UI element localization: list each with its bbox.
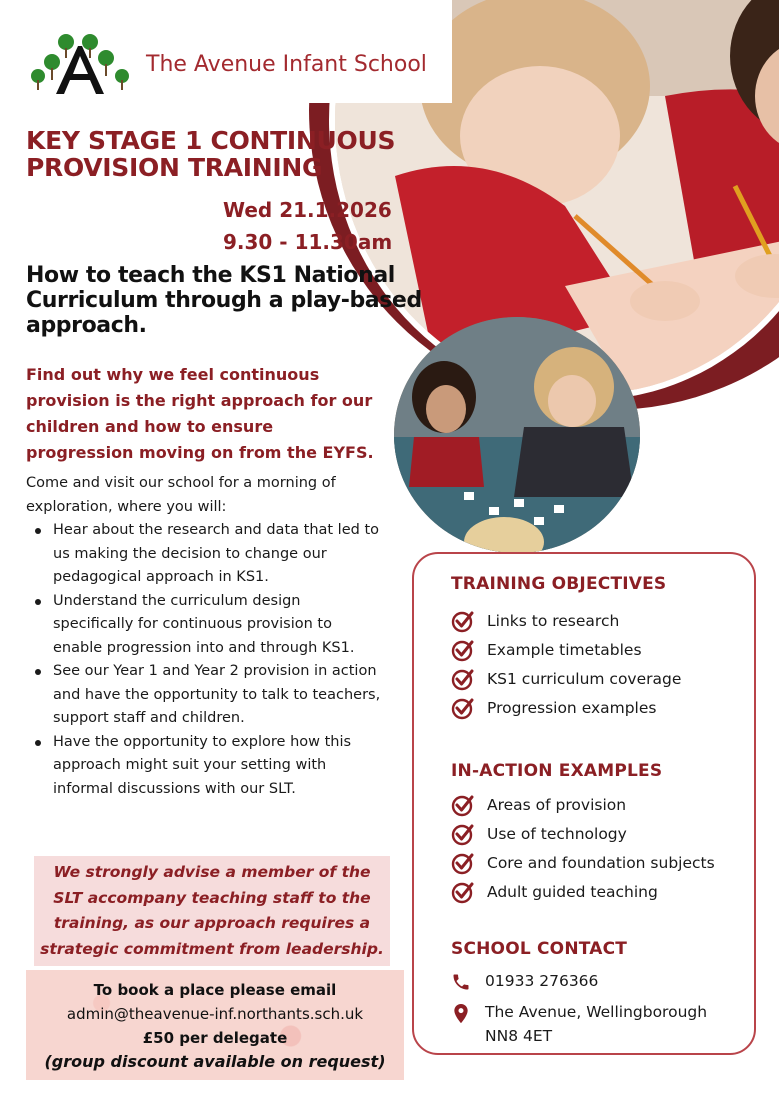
list-item: Hear about the research and data that led to us making the decision to change our pedagogical approach in KS1. [26,519,381,590]
booking-email-link[interactable]: admin@theavenue-inf.northants.sch.uk [66,1005,364,1023]
example-label: Core and foundation subjects [487,853,715,872]
body-copy [26,472,381,801]
advice-text: We strongly advise a member of the SLT accompany teaching staff to the training, as our approach requires a strategic commitment from leadership. [40,863,384,958]
phone-number[interactable]: 01933 276366 [485,972,599,990]
list-item: Have the opportunity to explore how this approach might suit your setting with informal discussions with our SLT. [26,731,381,802]
objective-label: Progression examples [487,698,657,717]
booking-price: £50 per delegate [142,1029,288,1047]
booking-discount: (group discount available on request) [44,1052,386,1071]
objectives-list [451,606,681,722]
event-date: Wed 21.1.2026 [223,198,392,222]
phone-icon [451,972,471,992]
list-item [451,877,715,906]
bullet-list [26,519,381,801]
objective-label: Links to research [487,611,620,630]
check-circle-icon [451,609,475,633]
list-item: Understand the curriculum design specifically for continuous provision to enable progression into and through KS1. [26,590,381,661]
booking-box [26,970,404,1080]
list-item [451,635,681,664]
objective-label: KS1 curriculum coverage [487,669,682,688]
tree-icon [31,34,129,90]
lead-paragraph: Find out why we feel continuous provision is the right approach for our children and how to ensure progression moving on from the EYFS. [26,365,374,462]
advice-box [34,856,390,966]
school-name: The Avenue Infant School [146,52,427,77]
list-item: See our Year 1 and Year 2 provision in action and have the opportunity to talk to teachers, support staff and children. [26,660,381,731]
address-block [485,1000,707,1048]
info-card [412,552,756,1055]
list-item [451,606,681,635]
list-item [451,693,681,722]
list-item [451,790,715,819]
school-header [0,0,452,103]
examples-heading: IN-ACTION EXAMPLES [451,761,663,781]
check-circle-icon [451,667,475,691]
check-circle-icon [451,822,475,846]
location-pin-icon [451,1003,471,1025]
page-title: KEY STAGE 1 CONTINUOUS PROVISION TRAINING [26,126,396,182]
contact-phone [451,969,598,993]
address-line: The Avenue, Wellingborough [485,1003,708,1021]
photo-children-on-floor [394,317,640,553]
example-label: Adult guided teaching [487,882,658,901]
list-item [451,848,715,877]
check-circle-icon [451,851,475,875]
intro-text: Come and visit our school for a morning of exploration, where you will: [26,475,336,515]
list-item [451,664,681,693]
check-circle-icon [451,638,475,662]
check-circle-icon [451,880,475,904]
check-circle-icon [451,793,475,817]
objective-label: Example timetables [487,640,642,659]
example-label: Areas of provision [487,795,627,814]
check-circle-icon [451,696,475,720]
example-label: Use of technology [487,824,627,843]
booking-heading: To book a place please email [93,981,337,999]
list-item [451,819,715,848]
school-logo [28,32,138,96]
contact-address [451,1000,707,1048]
examples-list [451,790,715,906]
event-time: 9.30 - 11.30am [223,230,393,254]
page-subtitle: How to teach the KS1 National Curriculum through a play-based approach. [26,263,422,338]
address-line: NN8 4ET [485,1027,553,1045]
objectives-heading: TRAINING OBJECTIVES [451,574,667,594]
contact-heading: SCHOOL CONTACT [451,939,628,959]
